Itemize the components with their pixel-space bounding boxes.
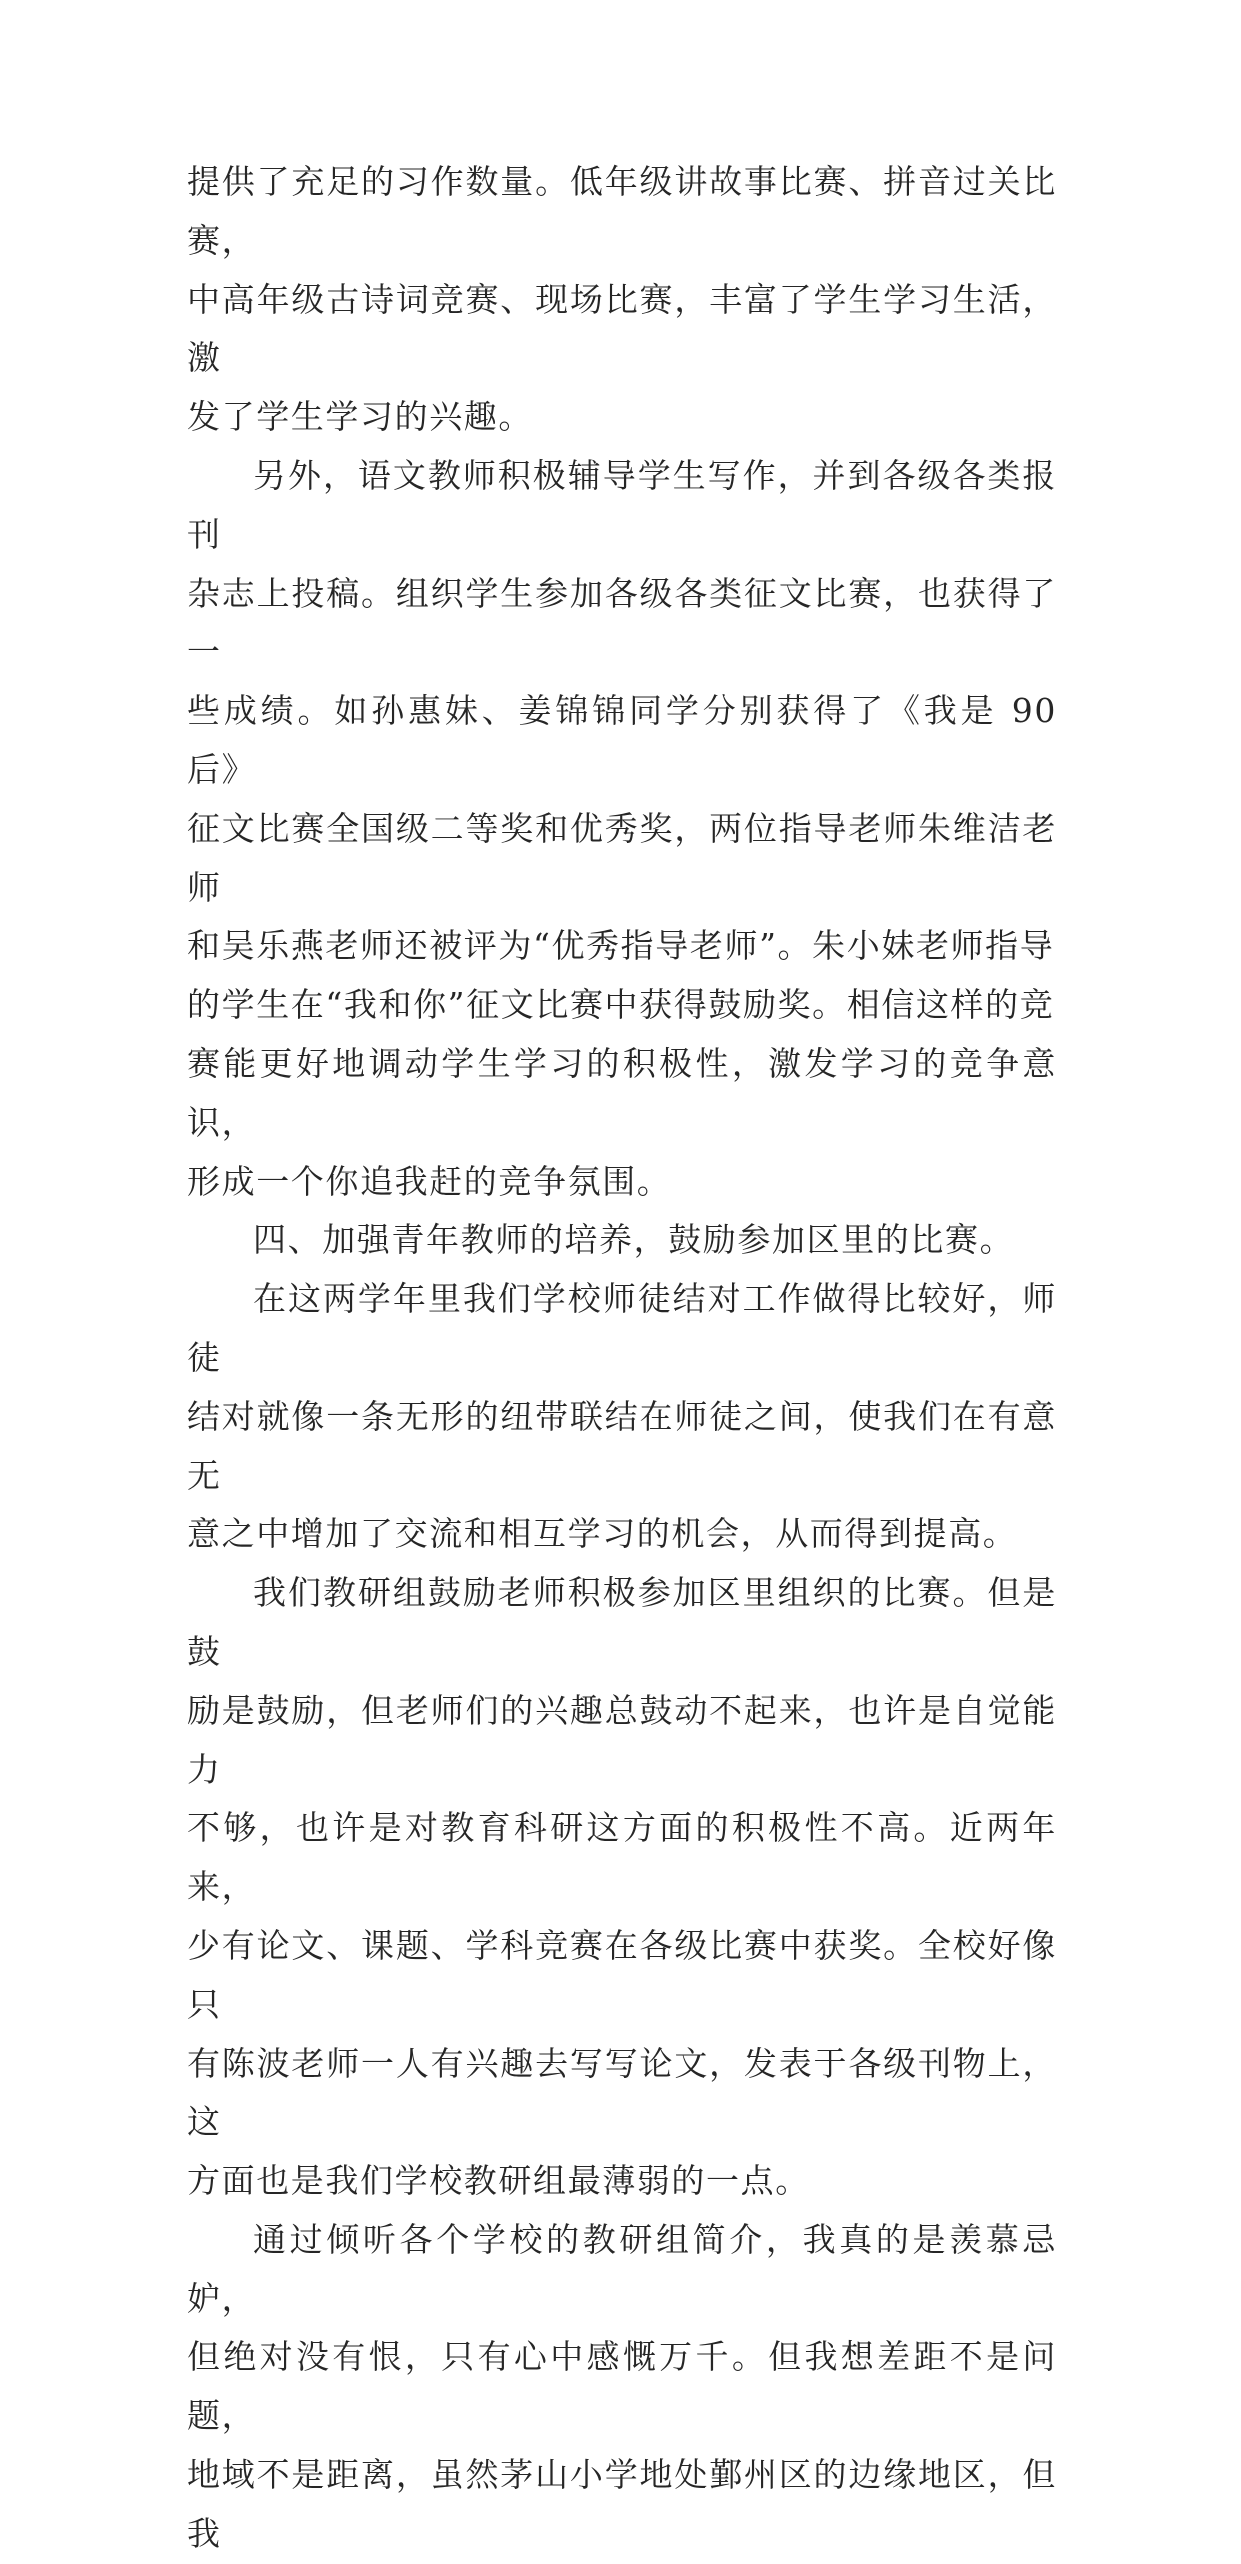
text-line: 些成绩。如孙惠妹、姜锦锦同学分别获得了《我是 90 后》 (187, 691, 1057, 789)
section-heading: 四、加强青年教师的培养，鼓励参加区里的比赛。 (253, 1220, 1015, 1260)
text-line: 另外，语文教师积极辅导学生写作，并到各级各类报刊 (187, 455, 1057, 554)
text-line: 不够，也许是对教育科研这方面的积极性不高。近两年来， (187, 1808, 1057, 1907)
text-line: 但绝对没有恨，只有心中感慨万千。但我想差距不是问题， (187, 2337, 1057, 2436)
text-line: 的学生在“我和你”征文比赛中获得鼓励奖。相信这样的竞 (187, 985, 1055, 1025)
text-line: 提供了充足的习作数量。低年级讲故事比赛、拼音过关比赛， (187, 162, 1057, 260)
text-line: 征文比赛全国级二等奖和优秀奖，两位指导老师朱维洁老师 (187, 808, 1057, 907)
text-line: 形成一个你追我赶的竞争氛围。 (187, 1161, 672, 1201)
text-line: 赛能更好地调动学生学习的积极性，激发学习的竞争意识， (187, 1043, 1057, 1142)
text-line: 励是鼓励，但老师们的兴趣总鼓动不起来，也许是自觉能力 (187, 1690, 1057, 1789)
paragraph-1 (187, 153, 1057, 447)
text-line: 意之中增加了交流和相互学习的机会，从而得到提高。 (187, 1514, 1018, 1554)
text-line: 在这两学年里我们学校师徒结对工作做得比较好，师徒 (187, 1279, 1057, 1377)
text-line: 少有论文、课题、学科竞赛在各级比赛中获奖。全校好像只 (187, 1925, 1057, 2024)
text-line: 我们教研组鼓励老师积极参加区里组织的比赛。但是鼓 (187, 1573, 1057, 1671)
text-line: 发了学生学习的兴趣。 (187, 397, 533, 437)
text-line: 地域不是距离，虽然茅山小学地处鄞州区的边缘地区，但我 (187, 2455, 1057, 2553)
text-line: 通过倾听各个学校的教研组简介，我真的是羡慕忌妒， (187, 2219, 1057, 2318)
text-line: 有陈波老师一人有兴趣去写写论文，发表于各级刊物上，这 (187, 2043, 1057, 2142)
text-line: 中高年级古诗词竞赛、现场比赛，丰富了学生学习生活，激 (187, 279, 1057, 378)
text-line: 方面也是我们学校教研组最薄弱的一点。 (187, 2161, 810, 2201)
paragraph-6 (187, 2211, 1057, 2564)
paragraph-4 (187, 1270, 1057, 1564)
text-line: 和吴乐燕老师还被评为“优秀指导老师”。朱小妹老师指导 (187, 926, 1055, 966)
text-line: 杂志上投稿。组织学生参加各级各类征文比赛，也获得了一 (187, 573, 1057, 672)
paragraph-3-heading (187, 1211, 1057, 1270)
paragraph-2 (187, 447, 1057, 1211)
paragraph-5 (187, 1564, 1057, 2211)
document-body (187, 153, 1057, 2564)
text-line: 结对就像一条无形的纽带联结在师徒之间，使我们在有意无 (187, 1396, 1057, 1495)
